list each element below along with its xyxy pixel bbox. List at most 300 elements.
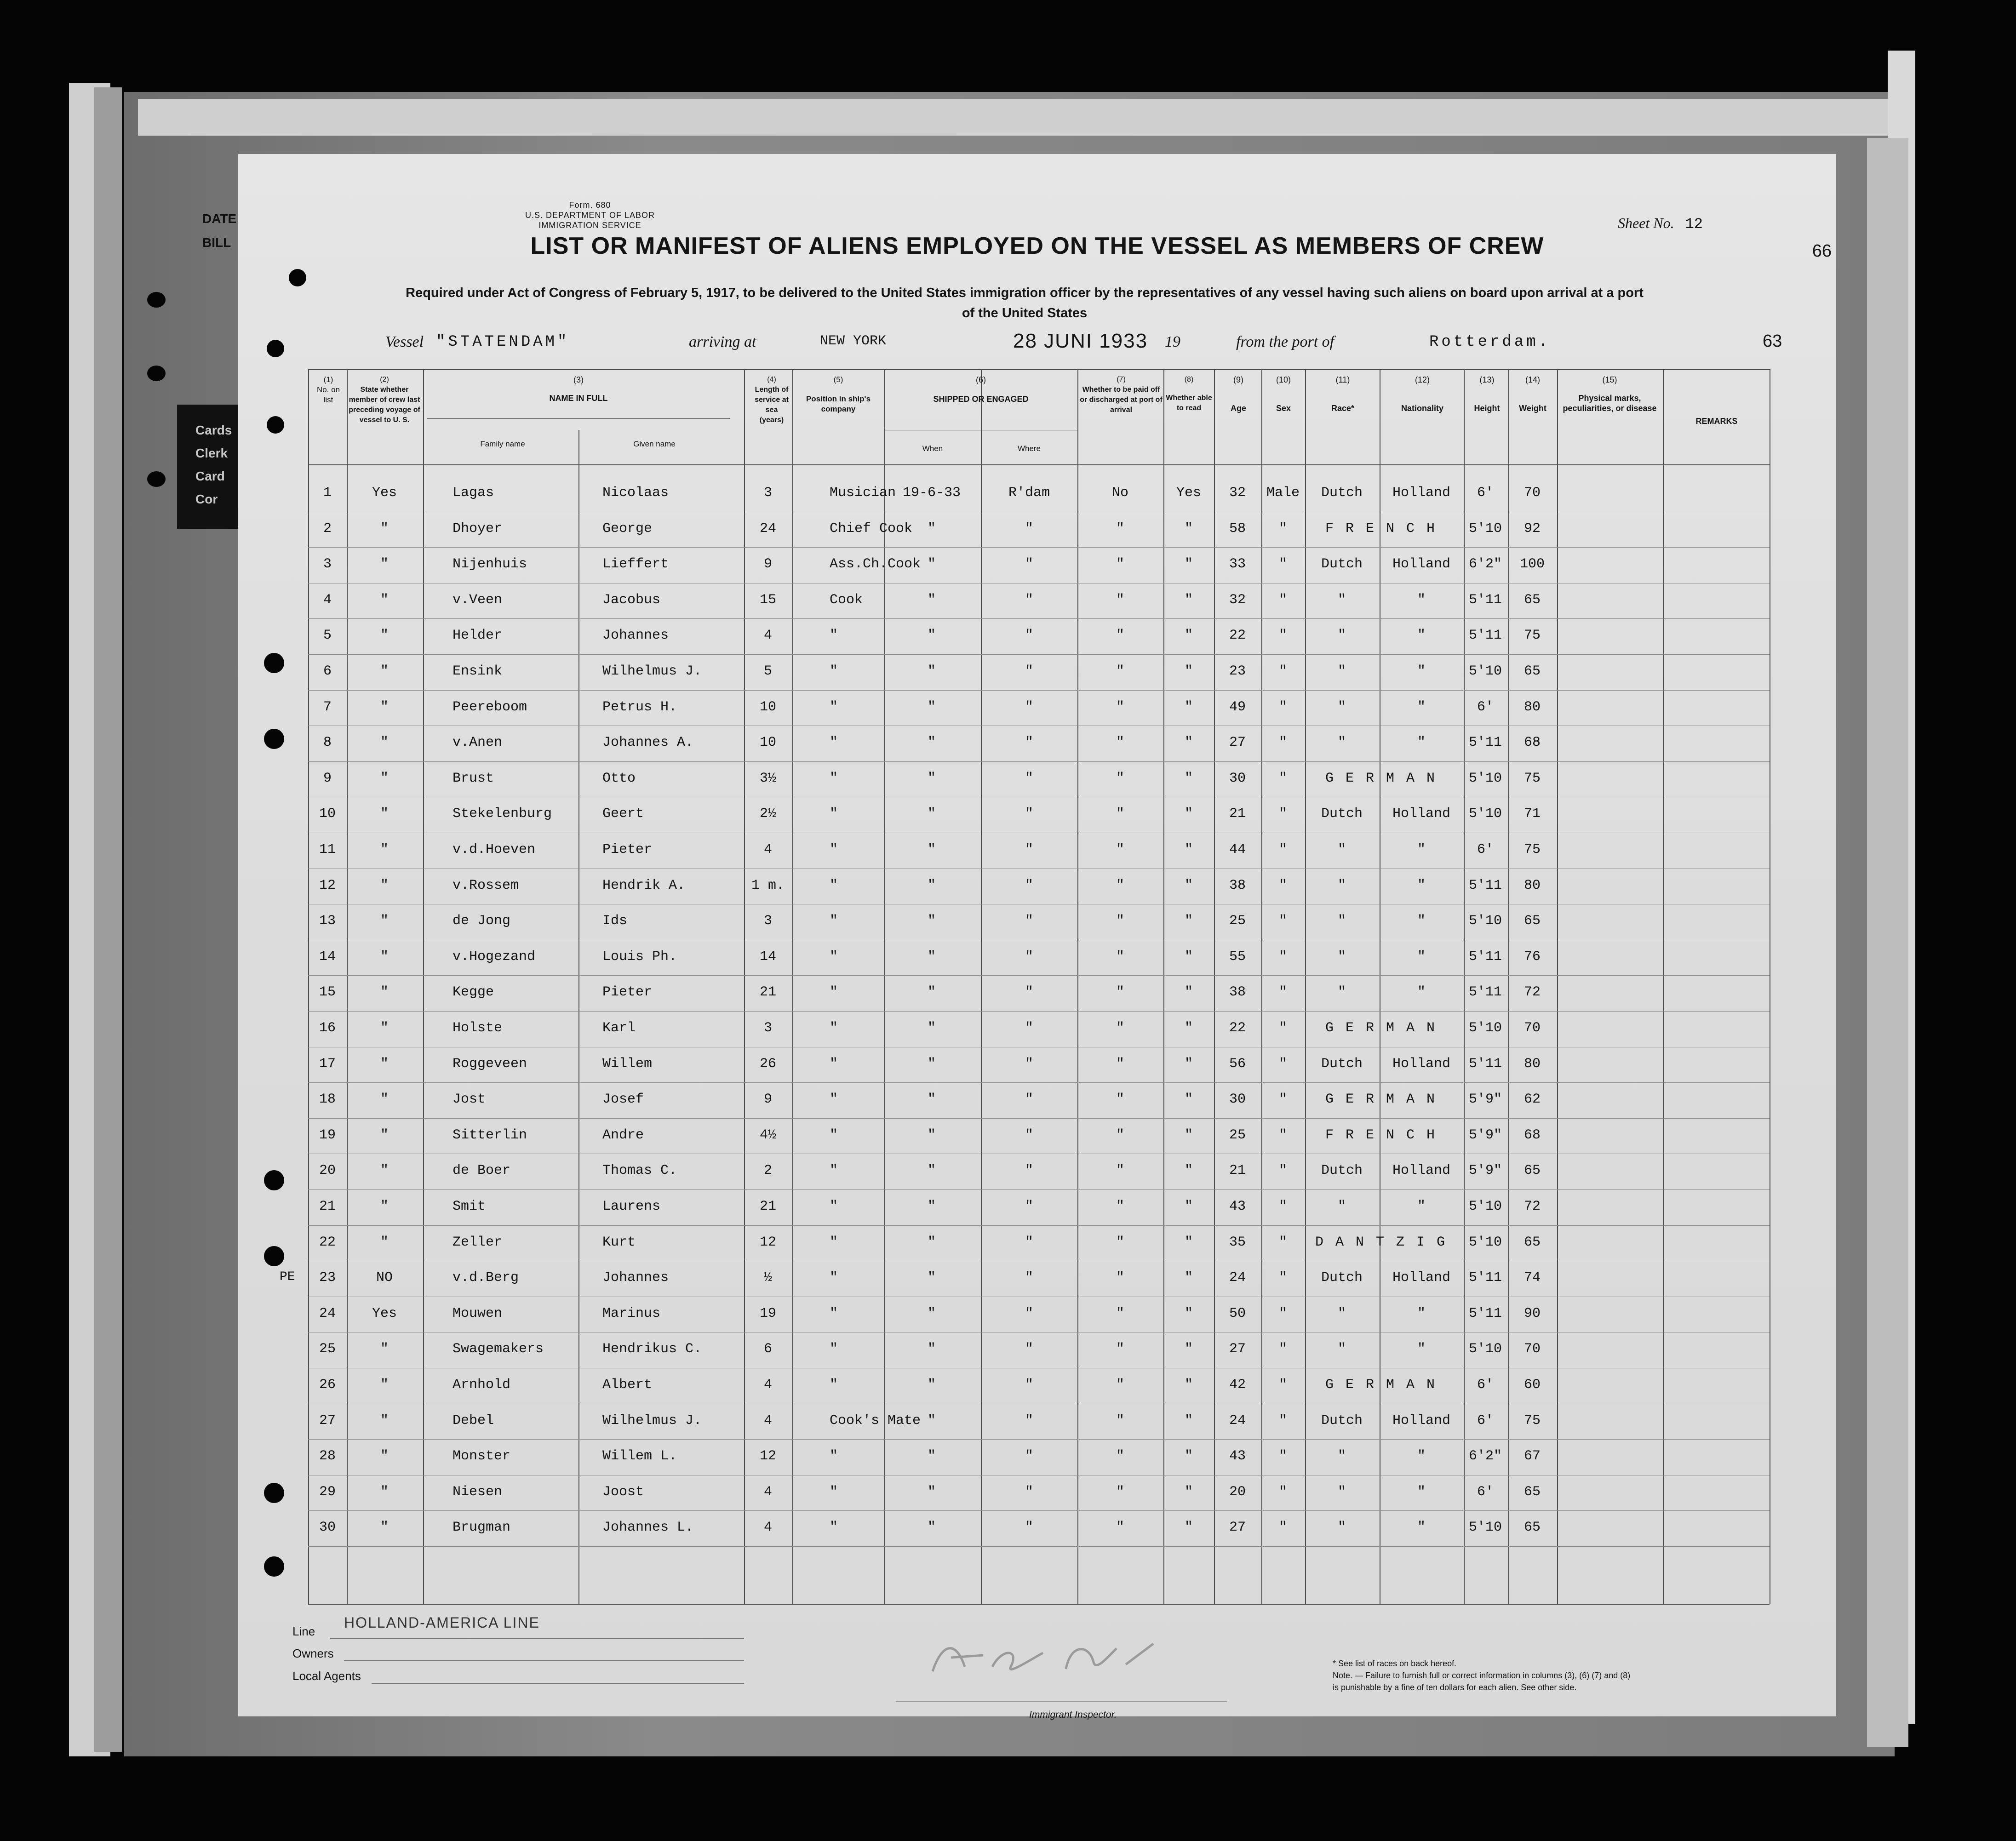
cell-family: Jost xyxy=(452,1092,486,1108)
cell-nationality: Holland xyxy=(1392,1412,1451,1429)
table-row xyxy=(308,761,1770,762)
col-header-shipped xyxy=(884,375,1077,404)
cell-no: 8 xyxy=(323,735,332,751)
cell-when: " xyxy=(927,1377,936,1393)
cell-where: " xyxy=(1025,949,1034,965)
cell-crew: " xyxy=(380,556,389,572)
cell-where: R'dam xyxy=(1008,485,1050,501)
cell-no: 3 xyxy=(323,556,332,572)
cell-crew: " xyxy=(380,1341,389,1357)
cell-service: 9 xyxy=(763,556,773,572)
cell-when: " xyxy=(927,1412,936,1429)
cell-where: " xyxy=(1025,1092,1034,1108)
cell-read: " xyxy=(1184,984,1193,1001)
cell-paid: " xyxy=(1116,1092,1125,1108)
col-label: Position in ship's company xyxy=(806,394,871,413)
cell-family: v.Anen xyxy=(452,735,503,751)
col-header-when: When xyxy=(922,444,943,453)
cell-paid: " xyxy=(1116,913,1125,929)
cell-race: " xyxy=(1337,1305,1346,1321)
page-number: 63 xyxy=(1763,332,1782,351)
cell-nationality: " xyxy=(1417,1341,1426,1357)
cell-service: 26 xyxy=(759,1056,777,1072)
cell-age: 38 xyxy=(1229,877,1246,893)
cell-crew: " xyxy=(380,984,389,1001)
cell-crew: " xyxy=(380,699,389,715)
col-number: (5) xyxy=(833,375,843,384)
cell-sex: " xyxy=(1278,1127,1288,1143)
cell-family: Lagas xyxy=(452,485,494,501)
cell-height: 5'10 xyxy=(1468,913,1502,929)
cell-paid: " xyxy=(1116,1520,1125,1536)
cell-height: 5'11 xyxy=(1468,735,1502,751)
cell-weight: 65 xyxy=(1523,1234,1541,1250)
cell-nationality: Holland xyxy=(1392,556,1451,572)
cell-when: " xyxy=(927,770,936,786)
cell-height: 5'10 xyxy=(1468,520,1502,537)
cell-read: " xyxy=(1184,520,1193,537)
cell-height: 5'11 xyxy=(1468,1270,1502,1286)
cell-where: " xyxy=(1025,806,1034,822)
cell-read: " xyxy=(1184,1305,1193,1321)
cell-paid: " xyxy=(1116,984,1125,1001)
cell-weight: 75 xyxy=(1523,770,1541,786)
cell-crew: " xyxy=(380,913,389,929)
cell-sex: " xyxy=(1278,770,1288,786)
col-number: (2) xyxy=(380,376,389,383)
col-header-physical xyxy=(1558,375,1661,413)
cell-race: " xyxy=(1337,699,1346,715)
cell-family: v.Rossem xyxy=(452,877,519,893)
table-row xyxy=(308,1189,1770,1190)
cell-age: 27 xyxy=(1229,735,1246,751)
cell-height: 5'10 xyxy=(1468,1020,1502,1036)
cell-crew: " xyxy=(380,592,389,608)
cell-crew: " xyxy=(380,877,389,893)
cell-read: Yes xyxy=(1176,485,1202,501)
cell-position: " xyxy=(830,1448,838,1464)
line-value: HOLLAND-AMERICA LINE xyxy=(344,1614,540,1631)
cell-height: 6' xyxy=(1477,842,1494,858)
cell-paid: No xyxy=(1111,485,1129,501)
cell-age: 43 xyxy=(1229,1448,1246,1464)
cell-height: 5'11 xyxy=(1468,1056,1502,1072)
col-number: (4) xyxy=(767,376,776,383)
cell-sex: " xyxy=(1278,1377,1288,1393)
cell-service: 4 xyxy=(763,1377,773,1393)
cell-sex: " xyxy=(1278,1163,1288,1179)
col-header-paid xyxy=(1080,375,1163,415)
table-row xyxy=(308,1082,1770,1083)
cell-nationality: Holland xyxy=(1392,806,1451,822)
table-bottom-border xyxy=(308,1604,1770,1605)
cell-paid: " xyxy=(1116,1199,1125,1214)
cell-sex: " xyxy=(1278,806,1288,822)
cell-given: Pieter xyxy=(602,984,653,1001)
cell-height: 5'9" xyxy=(1468,1163,1502,1179)
col-number: (14) xyxy=(1525,375,1540,384)
cell-crew: " xyxy=(380,1448,389,1464)
cell-height: 6' xyxy=(1477,699,1494,715)
cell-sex: " xyxy=(1278,592,1288,608)
cell-nationality: " xyxy=(1417,842,1426,858)
cell-paid: " xyxy=(1116,1305,1125,1321)
cell-age: 42 xyxy=(1229,1377,1246,1393)
cell-weight: 70 xyxy=(1523,1341,1541,1357)
cell-height: 5'11 xyxy=(1468,592,1502,608)
col-header-race xyxy=(1306,375,1380,413)
cell-when: " xyxy=(927,1270,936,1286)
cell-family: Smit xyxy=(452,1199,486,1214)
cell-paid: " xyxy=(1116,699,1125,715)
cell-given: Johannes A. xyxy=(602,735,694,751)
cell-when: " xyxy=(927,1341,936,1357)
cell-weight: 74 xyxy=(1523,1270,1541,1286)
cell-no: 30 xyxy=(319,1520,336,1536)
column-divider xyxy=(1508,369,1509,1604)
cell-position: Cook xyxy=(830,592,863,608)
col-label: No. on list xyxy=(316,385,340,404)
cell-nationality: " xyxy=(1417,1520,1426,1536)
cell-nationality: " xyxy=(1417,949,1426,965)
cell-service: 4 xyxy=(763,1484,773,1500)
cell-age: 27 xyxy=(1229,1520,1246,1536)
cell-nationality: " xyxy=(1417,877,1426,893)
cell-given: Johannes L. xyxy=(602,1520,694,1536)
line-underline xyxy=(330,1638,744,1639)
cell-no: 24 xyxy=(319,1305,336,1321)
manifest-sheet xyxy=(238,154,1836,1720)
cell-weight: 75 xyxy=(1523,1412,1541,1429)
cell-sex: " xyxy=(1278,1056,1288,1072)
cell-race: " xyxy=(1337,592,1346,608)
cell-given: Kurt xyxy=(602,1234,636,1250)
cell-read: " xyxy=(1184,806,1193,822)
cell-race: Dutch xyxy=(1321,556,1363,572)
cell-when: " xyxy=(927,1092,936,1108)
cell-read: " xyxy=(1184,1484,1193,1500)
cell-read: " xyxy=(1184,663,1193,679)
punch-hole xyxy=(264,729,284,749)
cell-service: 5 xyxy=(763,663,773,679)
cell-age: 32 xyxy=(1229,485,1246,501)
punch-hole xyxy=(264,653,284,673)
cell-family: Monster xyxy=(452,1448,511,1464)
cell-crew: " xyxy=(380,1234,389,1250)
cell-weight: 65 xyxy=(1523,1520,1541,1536)
cell-when: " xyxy=(927,1448,936,1464)
cell-read: " xyxy=(1184,1377,1193,1393)
cell-age: 25 xyxy=(1229,913,1246,929)
cell-height: 6' xyxy=(1477,1377,1494,1393)
row-margin-mark: PE xyxy=(280,1270,295,1285)
arriving-port: NEW YORK xyxy=(820,333,887,349)
cell-given: Geert xyxy=(602,806,644,822)
side-tab-bill: BILL xyxy=(202,235,231,250)
cell-height: 5'11 xyxy=(1468,628,1502,644)
cell-age: 20 xyxy=(1229,1484,1246,1500)
column-divider xyxy=(981,369,982,1604)
col-number: (3) xyxy=(573,375,584,384)
cell-service: 4 xyxy=(763,842,773,858)
vessel-name: "STATENDAM" xyxy=(436,333,570,351)
note-line: * See list of races on back hereof. xyxy=(1333,1659,1457,1668)
cell-paid: " xyxy=(1116,520,1125,537)
cell-age: 49 xyxy=(1229,699,1246,715)
cell-read: " xyxy=(1184,628,1193,644)
cell-no: 20 xyxy=(319,1163,336,1179)
cell-read: " xyxy=(1184,735,1193,751)
cell-position: " xyxy=(830,1020,838,1036)
cell-no: 16 xyxy=(319,1020,336,1036)
punch-hole xyxy=(264,1556,284,1577)
cell-age: 22 xyxy=(1229,1020,1246,1036)
cell-race: " xyxy=(1337,1484,1346,1500)
cell-family: Brugman xyxy=(452,1520,511,1536)
cell-paid: " xyxy=(1116,1412,1125,1429)
col-header-crew xyxy=(348,375,421,425)
col-number: (1) xyxy=(323,375,333,384)
cell-service: 4 xyxy=(763,1520,773,1536)
cell-height: 5'10 xyxy=(1468,1520,1502,1536)
cell-age: 22 xyxy=(1229,628,1246,644)
cell-nationality: Holland xyxy=(1392,1056,1451,1072)
cell-age: 50 xyxy=(1229,1305,1246,1321)
cell-family: Helder xyxy=(452,628,503,644)
cell-position: " xyxy=(830,1520,838,1536)
cell-read: " xyxy=(1184,1092,1193,1108)
cell-family: Ensink xyxy=(452,663,503,679)
side-number: 66 xyxy=(1812,241,1832,261)
cell-age: 44 xyxy=(1229,842,1246,858)
cell-where: " xyxy=(1025,735,1034,751)
cell-race: " xyxy=(1337,949,1346,965)
cell-height: 5'11 xyxy=(1468,949,1502,965)
cell-no: 25 xyxy=(319,1341,336,1357)
cell-weight: 68 xyxy=(1523,1127,1541,1143)
cell-position: " xyxy=(830,984,838,1001)
department: U.S. DEPARTMENT OF LABOR xyxy=(525,211,655,220)
cell-when: " xyxy=(927,663,936,679)
cell-where: " xyxy=(1025,877,1034,893)
cell-crew: " xyxy=(380,770,389,786)
cell-read: " xyxy=(1184,1341,1193,1357)
cell-paid: " xyxy=(1116,877,1125,893)
cell-when: " xyxy=(927,1484,936,1500)
name-subdivider xyxy=(578,430,579,1604)
cell-position: " xyxy=(830,735,838,751)
cell-race: Dutch xyxy=(1321,485,1363,501)
page-right-edge xyxy=(1867,138,1908,1747)
footer-note xyxy=(1333,1658,1630,1693)
cell-height: 5'11 xyxy=(1468,984,1502,1001)
cell-nationality: " xyxy=(1417,1448,1426,1464)
cell-service: 1 m. xyxy=(751,877,785,893)
line-label: Line xyxy=(292,1624,315,1638)
cell-height: 5'9" xyxy=(1468,1092,1502,1108)
cell-service: 2 xyxy=(763,1163,773,1179)
cell-weight: 80 xyxy=(1523,1056,1541,1072)
table-row xyxy=(308,618,1770,619)
year-label: 19 xyxy=(1165,333,1180,350)
column-divider xyxy=(1261,369,1262,1604)
cell-position: " xyxy=(830,1234,838,1250)
col-label: Whether able to read xyxy=(1166,394,1212,412)
cell-crew: " xyxy=(380,1199,389,1214)
cell-no: 6 xyxy=(323,663,332,679)
cell-service: 3½ xyxy=(759,770,777,786)
cell-paid: " xyxy=(1116,1341,1125,1357)
cell-sex: " xyxy=(1278,1199,1288,1214)
cell-race: " xyxy=(1337,842,1346,858)
table-row xyxy=(308,547,1770,548)
cell-sex: " xyxy=(1278,556,1288,572)
cell-given: Hendrik A. xyxy=(602,877,686,893)
cell-given: Wilhelmus J. xyxy=(602,1412,702,1429)
cell-paid: " xyxy=(1116,842,1125,858)
cell-height: 6'2" xyxy=(1468,556,1502,572)
cell-sex: Male xyxy=(1266,485,1300,501)
cell-race: " xyxy=(1337,735,1346,751)
col-label: Whether to be paid off or discharged at port of arrival xyxy=(1080,386,1163,414)
cell-no: 1 xyxy=(323,485,332,501)
cell-sex: " xyxy=(1278,877,1288,893)
col-header-read xyxy=(1165,375,1213,413)
table-row xyxy=(308,1510,1770,1511)
cell-race: Dutch xyxy=(1321,1163,1363,1179)
cell-position: " xyxy=(830,770,838,786)
column-divider xyxy=(347,369,348,1604)
cell-sex: " xyxy=(1278,913,1288,929)
note-line: Note. — Failure to furnish full or correct information in columns (3), (6) (7) and (8) xyxy=(1333,1671,1631,1680)
cell-given: Otto xyxy=(602,770,636,786)
punch-hole xyxy=(264,1246,284,1266)
cell-nationality: " xyxy=(1417,663,1426,679)
cell-service: 4 xyxy=(763,628,773,644)
cell-sex: " xyxy=(1278,1020,1288,1036)
cell-read: " xyxy=(1184,913,1193,929)
cell-position: " xyxy=(830,1056,838,1072)
column-divider xyxy=(1557,369,1558,1604)
table-row xyxy=(308,654,1770,655)
cell-weight: 75 xyxy=(1523,628,1541,644)
stamp-card-line: Cards xyxy=(195,423,232,437)
side-tab-date: DATE xyxy=(202,212,237,226)
cell-age: 30 xyxy=(1229,770,1246,786)
cell-age: 30 xyxy=(1229,1092,1246,1108)
cell-weight: 65 xyxy=(1523,913,1541,929)
cell-crew: " xyxy=(380,1377,389,1393)
cell-paid: " xyxy=(1116,592,1125,608)
cell-paid: " xyxy=(1116,663,1125,679)
cell-service: 12 xyxy=(759,1234,777,1250)
cell-when: " xyxy=(927,1127,936,1143)
table-row xyxy=(308,1118,1770,1119)
col-label: Weight xyxy=(1519,404,1546,413)
cell-when: " xyxy=(927,1199,936,1214)
cell-paid: " xyxy=(1116,1127,1125,1143)
column-divider xyxy=(1077,369,1078,1604)
cell-no: 14 xyxy=(319,949,336,965)
cell-position: " xyxy=(830,842,838,858)
cell-height: 6' xyxy=(1477,1412,1494,1429)
cell-crew: " xyxy=(380,663,389,679)
cell-given: Willem xyxy=(602,1056,653,1072)
cell-when: " xyxy=(927,913,936,929)
cell-read: " xyxy=(1184,699,1193,715)
cell-age: 21 xyxy=(1229,1163,1246,1179)
col-header-age xyxy=(1215,375,1261,413)
page-top-strip xyxy=(138,99,1895,136)
cell-family: Mouwen xyxy=(452,1305,503,1321)
cell-given: Lieffert xyxy=(602,556,669,572)
cell-given: Albert xyxy=(602,1377,653,1393)
col-header-no xyxy=(312,375,345,405)
cell-read: " xyxy=(1184,556,1193,572)
cell-weight: 68 xyxy=(1523,735,1541,751)
cell-sex: " xyxy=(1278,1092,1288,1108)
column-divider xyxy=(1663,369,1664,1604)
cell-position: " xyxy=(830,806,838,822)
cell-position: " xyxy=(830,1377,838,1393)
service-name: IMMIGRATION SERVICE xyxy=(538,221,641,230)
cell-paid: " xyxy=(1116,1163,1125,1179)
cell-where: " xyxy=(1025,628,1034,644)
sheet-value: 12 xyxy=(1685,216,1703,233)
cell-sex: " xyxy=(1278,699,1288,715)
cell-service: 15 xyxy=(759,592,777,608)
cell-when: " xyxy=(927,1305,936,1321)
column-divider xyxy=(1305,369,1306,1604)
cell-paid: " xyxy=(1116,735,1125,751)
form-number: Form. 680 xyxy=(569,200,611,210)
cell-crew: " xyxy=(380,1412,389,1429)
cell-race: " xyxy=(1337,663,1346,679)
cell-service: 24 xyxy=(759,520,777,537)
cell-no: 10 xyxy=(319,806,336,822)
column-divider xyxy=(1163,369,1164,1604)
col-header-given: Given name xyxy=(633,440,676,448)
cell-height: 5'11 xyxy=(1468,1305,1502,1321)
cell-sex: " xyxy=(1278,984,1288,1001)
cell-height: 5'10 xyxy=(1468,1234,1502,1250)
cell-where: " xyxy=(1025,520,1034,537)
cell-crew: " xyxy=(380,1520,389,1536)
cell-position: " xyxy=(830,1092,838,1108)
cell-weight: 90 xyxy=(1523,1305,1541,1321)
cell-sex: " xyxy=(1278,735,1288,751)
cell-given: Ids xyxy=(602,913,628,929)
col-label: Nationality xyxy=(1401,404,1443,413)
cell-given: Jacobus xyxy=(602,592,661,608)
cell-where: " xyxy=(1025,1448,1034,1464)
cell-weight: 65 xyxy=(1523,663,1541,679)
cell-weight: 62 xyxy=(1523,1092,1541,1108)
cell-when: " xyxy=(927,1163,936,1179)
cell-weight: 65 xyxy=(1523,1163,1541,1179)
cell-family: Nijenhuis xyxy=(452,556,527,572)
col-header-position xyxy=(795,375,882,414)
cell-where: " xyxy=(1025,913,1034,929)
cell-race: D A N T Z I G xyxy=(1315,1234,1447,1250)
cell-age: 35 xyxy=(1229,1234,1246,1250)
cell-where: " xyxy=(1025,1199,1034,1214)
cell-nationality: " xyxy=(1417,984,1426,1001)
cell-crew: " xyxy=(380,628,389,644)
cell-where: " xyxy=(1025,1520,1034,1536)
note-line: is punishable by a fine of ten dollars for each alien. See other side. xyxy=(1333,1683,1577,1692)
cell-service: 4½ xyxy=(759,1127,777,1143)
